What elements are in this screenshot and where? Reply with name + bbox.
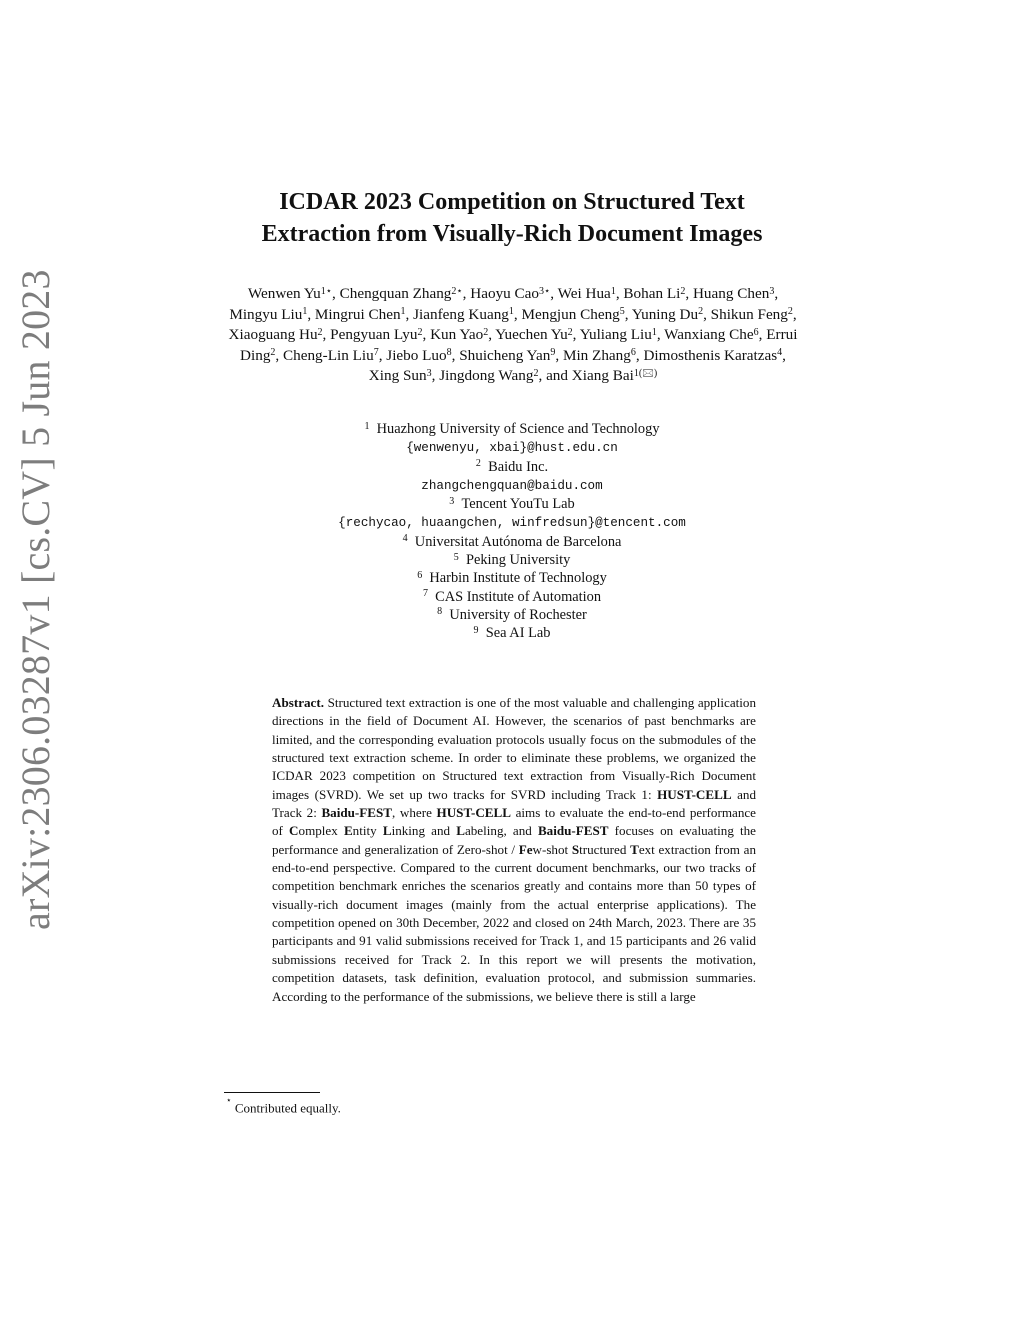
author-name: Xiaoguang Hu: [228, 326, 318, 344]
affiliation-number: 8: [437, 606, 443, 618]
author-name: Wei Hua: [557, 285, 611, 302]
affiliation-item: [220, 551, 804, 569]
affiliation-name: University of Rochester: [449, 606, 587, 623]
abstract-bold-term: HUST-CELL: [657, 786, 732, 802]
author-separator: ,: [656, 326, 665, 344]
affiliation-number: 1: [364, 420, 370, 432]
author-separator: ,: [422, 326, 431, 344]
abstract-bold-term: E: [343, 823, 353, 839]
affiliation-number: 3: [449, 495, 455, 507]
abstract-bold-term: C: [289, 823, 299, 839]
author-separator: ,: [405, 305, 414, 323]
affiliation-item: [220, 420, 804, 438]
affiliation-email-text: {wenwenyu, xbai}@hust.edu.cn: [406, 441, 618, 456]
author-separator: ,: [624, 305, 632, 323]
affiliation-number: 5: [453, 551, 459, 563]
abstract-text: ntity: [352, 823, 383, 839]
author-affiliation-mark: 1: [302, 306, 308, 318]
affiliation-name: Universitat Autónoma de Barcelona: [414, 533, 622, 550]
affiliation-email: [220, 476, 804, 495]
affiliation-item: [220, 606, 804, 624]
author-affiliation-mark: 2: [698, 306, 704, 318]
abstract-text: Structured text extraction is one of the most valuable and challenging application directions in the field of Document AI. However, the scenarios of past benchmarks are limited, and the corresponding evaluation protocols usually focus on the submodules of the structured text extraction scheme. In order to eliminate these problems, we organized the ICDAR 2023 competition on Structured text extraction from Visually-Rich Document images (SVRD). We set up two tracks for SVRD including Track 1:: [272, 695, 756, 802]
author-affiliation-mark: 2: [787, 306, 793, 318]
footnote-mark: ⋆: [226, 1095, 232, 1106]
author-separator: ,: [635, 346, 644, 364]
author-name: Errui Ding: [240, 326, 798, 364]
author-affiliation-mark: 6: [753, 326, 759, 338]
paper-title: [160, 186, 864, 250]
author-affiliation-mark: 3: [426, 367, 432, 379]
abstract-bold-term: T: [630, 841, 639, 857]
author-separator: ,: [322, 326, 331, 344]
abstract-text: aims to evaluate the end-to-end performance of: [272, 805, 756, 839]
affiliation-name: Tencent YouTu Lab: [461, 496, 575, 513]
affiliation-name: Sea AI Lab: [485, 625, 551, 642]
author-affiliation-mark: 2: [533, 367, 539, 379]
author-name: Mingyu Liu: [229, 305, 303, 323]
author-separator: ,: [275, 346, 283, 364]
affiliation-number: 4: [402, 533, 408, 545]
author-name: Cheng-Lin Liu: [283, 346, 374, 364]
author-affiliation-mark: 3: [769, 285, 775, 297]
affiliation-name: Peking University: [465, 552, 571, 569]
affiliation-number: 9: [473, 624, 479, 636]
author-affiliation-mark: 1: [508, 306, 514, 318]
author-name: Xing Sun: [368, 367, 427, 385]
author-affiliation-mark: 1: [400, 306, 406, 318]
author-separator: , and: [538, 367, 572, 385]
author-separator: ,: [792, 305, 797, 323]
abstract-text: inking and: [391, 823, 457, 839]
author-name: Xiang Bai: [571, 367, 634, 385]
footnote-text: Contributed equally.: [234, 1100, 341, 1116]
author-affiliation-mark: 5: [619, 306, 625, 318]
author-affiliation-mark: 1: [610, 285, 616, 297]
affiliation-item: [220, 458, 804, 476]
author-separator: ,: [513, 305, 522, 323]
author-separator: ,: [774, 285, 779, 302]
author-name: Min Zhang: [562, 346, 631, 364]
affiliation-list: [220, 420, 804, 643]
author-name: Yuechen Yu: [495, 326, 568, 344]
abstract-bold-term: L: [382, 823, 392, 839]
author-separator: ,: [307, 305, 315, 323]
author-affiliation-mark: 9: [550, 347, 556, 359]
author-list: [224, 284, 802, 387]
author-affiliation-mark: 2: [567, 326, 573, 338]
author-name: Jianfeng Kuang: [413, 305, 509, 323]
author-affiliation-mark: 2: [417, 326, 423, 338]
affiliation-number: 2: [475, 458, 481, 470]
author-separator: ,: [703, 305, 711, 323]
affiliation-name: Huazhong University of Science and Technology: [376, 421, 660, 437]
author-name: Wanxiang Che: [664, 326, 754, 344]
author-name: Pengyuan Lyu: [330, 326, 418, 344]
author-name: Yuning Du: [631, 305, 699, 323]
affiliation-email: [220, 438, 804, 457]
author-affiliation-mark: 6: [630, 347, 636, 359]
author-name: Mingrui Chen: [314, 305, 401, 323]
author-affiliation-mark: 2: [270, 347, 276, 359]
author-separator: ,: [451, 346, 460, 364]
author-name: Shikun Feng: [710, 305, 788, 323]
author-name: Shuicheng Yan: [459, 346, 551, 364]
author-name: Jiebo Luo: [386, 346, 447, 364]
abstract-text: w-shot: [532, 841, 572, 857]
author-separator: ,: [378, 346, 387, 364]
affiliation-item: [220, 533, 804, 551]
author-affiliation-mark: 4: [777, 347, 783, 359]
affiliation-item: [220, 588, 804, 606]
author-affiliation-mark: 7: [373, 347, 379, 359]
author-affiliation-mark: 2⋆: [451, 285, 463, 297]
footnote: [226, 1096, 341, 1116]
affiliation-item: [220, 569, 804, 587]
author-separator: ,: [462, 285, 471, 302]
author-name: Yuliang Liu: [579, 326, 652, 344]
abstract-text: focuses on evaluating the performance and generalization of Zero-shot /: [272, 823, 756, 857]
affiliation-name: Harbin Institute of Technology: [429, 570, 607, 587]
abstract-text: , where: [392, 805, 437, 821]
author-name: Jingdong Wang: [439, 367, 534, 385]
author-name: Mengjun Cheng: [521, 305, 620, 323]
affiliation-name: Baidu Inc.: [488, 458, 549, 475]
author-name: Bohan Li: [623, 285, 681, 302]
author-name: Dimosthenis Karatzas: [643, 346, 778, 364]
author-separator: ,: [332, 285, 340, 302]
author-affiliation-mark: 1(🖂): [633, 367, 658, 379]
abstract-text: omplex: [298, 823, 344, 839]
author-affiliation-mark: 2: [317, 326, 323, 338]
title-line-1: ICDAR 2023 Competition on Structured Text: [279, 189, 745, 215]
affiliation-email-text: zhangchengquan@baidu.com: [421, 478, 603, 493]
abstract-text: ext extraction from an end-to-end perspective. Compared to the current document benchmarks, our two tracks of competition benchmark enriches the scenarios greatly and contains more than 50 types of visually-rich document images (mainly from the actual enterprise applications). The competition opened on 30th December, 2022 and closed on 24th March, 2023. There are 35 participants and 91 valid submissions received for Track 1, and 15 participants and 26 valid submissions received for Track 2. In this report we will presents the motivation, competition datasets, task definition, evaluation protocol, and submission summaries. According to the performance of the submissions, we believe there is still a large: [272, 841, 756, 1004]
arxiv-identifier: arXiv:2306.03287v1 [cs.CV] 5 Jun 2023: [13, 269, 58, 930]
abstract-text: abeling, and: [464, 823, 538, 839]
author-name: Chengquan Zhang: [339, 285, 452, 302]
author-separator: ,: [488, 326, 496, 344]
abstract-bold-term: S: [571, 841, 580, 857]
footnote-divider: [224, 1092, 320, 1093]
author-affiliation-mark: 1⋆: [320, 285, 333, 297]
affiliation-number: 6: [417, 569, 423, 581]
affiliation-item: [220, 624, 804, 642]
author-name: Huang Chen: [692, 285, 770, 302]
author-separator: ,: [758, 326, 767, 344]
abstract-bold-term: HUST-CELL: [436, 805, 511, 821]
abstract-label: Abstract.: [272, 695, 324, 710]
author-separator: ,: [431, 367, 440, 385]
author-affiliation-mark: 1: [651, 326, 657, 338]
affiliation-item: [220, 495, 804, 513]
author-name: Wenwen Yu: [247, 285, 321, 302]
affiliation-email-text: {rechycao, huaangchen, winfredsun}@tencent.com: [338, 516, 686, 531]
title-line-2: Extraction from Visually-Rich Document Images: [261, 221, 763, 247]
author-name: Kun Yao: [430, 326, 484, 344]
abstract-bold-term: Fe: [518, 841, 533, 857]
author-separator: ,: [555, 346, 563, 364]
author-separator: ,: [572, 326, 580, 344]
author-separator: ,: [615, 285, 624, 302]
abstract-bold-term: Baidu-FEST: [537, 823, 609, 839]
affiliation-name: CAS Institute of Automation: [435, 588, 602, 605]
author-separator: ,: [782, 346, 786, 364]
author-affiliation-mark: 8: [446, 347, 452, 359]
author-separator: ,: [685, 285, 693, 302]
abstract-text: and Track 2:: [272, 786, 756, 821]
author-affiliation-mark: 2: [680, 285, 686, 297]
abstract-text: tructured: [579, 841, 631, 857]
author-separator: ,: [550, 285, 558, 302]
author-name: Haoyu Cao: [470, 285, 540, 302]
affiliation-email: [220, 513, 804, 532]
author-affiliation-mark: 2: [483, 326, 489, 338]
author-affiliation-mark: 3⋆: [539, 285, 551, 297]
abstract-bold-term: L: [456, 823, 465, 839]
abstract-bold-term: Baidu-FEST: [321, 805, 393, 821]
abstract: [272, 694, 756, 1006]
affiliation-number: 7: [422, 588, 428, 600]
